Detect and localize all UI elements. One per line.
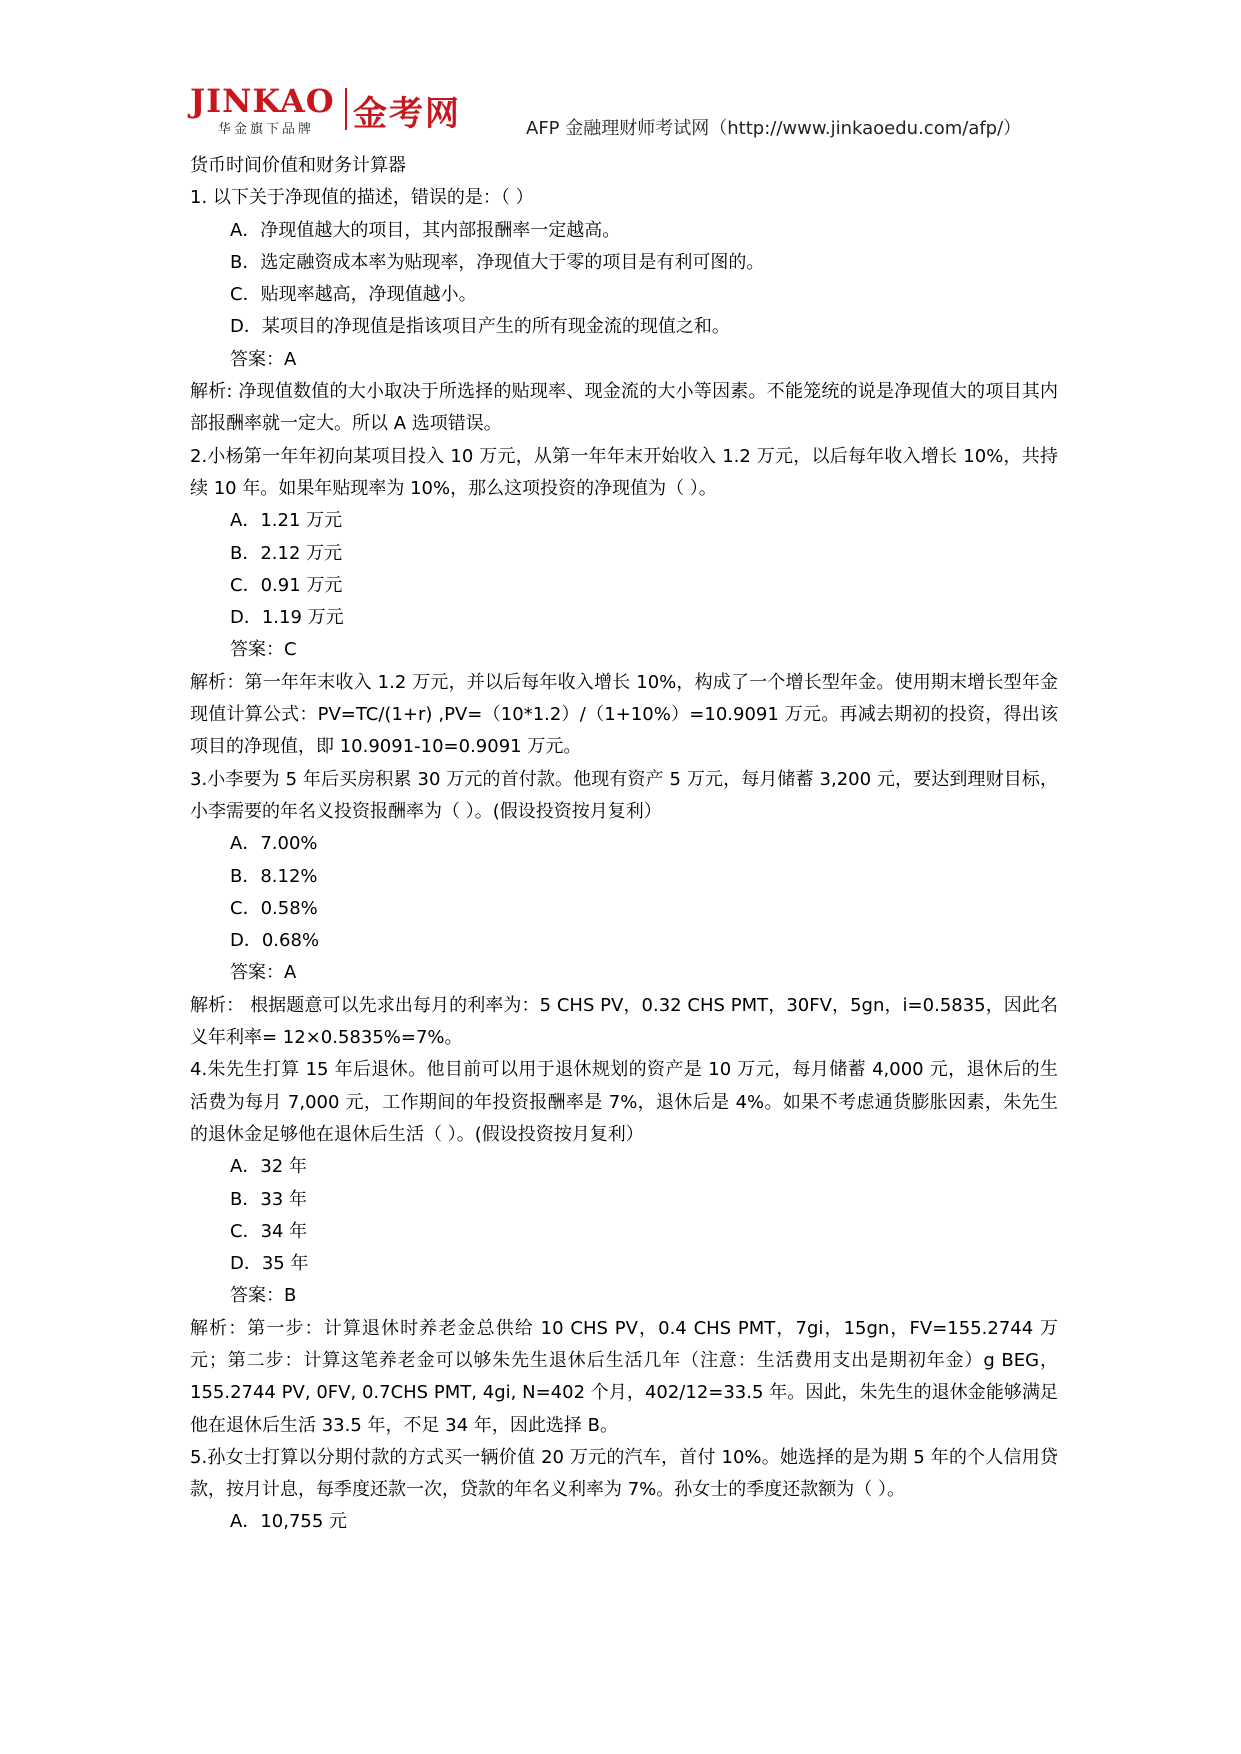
question-2-option-a: A．1.21 万元 bbox=[230, 510, 343, 532]
question-1-option-d: D．某项目的净现值是指该项目产生的所有现金流的现值之和。 bbox=[230, 316, 730, 338]
logo-cn-text: 金考网 bbox=[353, 94, 461, 134]
document-body bbox=[190, 150, 1058, 1539]
question-3-option-d: D．0.68% bbox=[230, 930, 320, 952]
question-2-explanation: 解析：第一年年末收入 1.2 万元，并以后每年收入增长 10%，构成了一个增长型年金。使用期末增长型年金现值计算公式：PV=TC/(1+r) ,PV=（10*1.2）/（1+10%）=10.9091 万元。再减去期初的投资，得出该项目的净现值，即 10.9091-10=0.9091 万元。 bbox=[190, 671, 1058, 758]
question-4-option-b: B．33 年 bbox=[230, 1188, 307, 1210]
question-3-option-b: B．8.12% bbox=[230, 865, 318, 887]
question-1-option-a: A．净现值越大的项目，其内部报酬率一定越高。 bbox=[230, 219, 621, 241]
jinkao-logo bbox=[190, 84, 490, 136]
question-3-answer: 答案：A bbox=[230, 962, 297, 984]
question-1-stem: 1. 以下关于净现值的描述，错误的是：（ ） bbox=[190, 187, 534, 209]
question-5-option-a: A．10,755 元 bbox=[230, 1511, 348, 1533]
question-5-stem: 5.孙女士打算以分期付款的方式买一辆价值 20 万元的汽车，首付 10%。她选择的是为期 5 年的个人信用贷款，按月计息，每季度还款一次，贷款的年名义利率为 7%。孙女士的季度还款额为（ ）。 bbox=[190, 1446, 1058, 1501]
question-3-stem: 3.小李要为 5 年后买房积累 30 万元的首付款。他现有资产 5 万元，每月储蓄 3,200 元，要达到理财目标，小李需要的年名义投资报酬率为（ ）。(假设投资按月复利） bbox=[190, 768, 1058, 822]
logo-divider bbox=[345, 88, 347, 130]
question-1-answer: 答案：A bbox=[230, 348, 297, 370]
question-3-explanation: 解析： 根据题意可以先求出每月的利率为：5 CHS PV，0.32 CHS PMT，30FV，5gn，i=0.5835，因此名义年利率= 12×0.5835%=7%。 bbox=[190, 994, 1058, 1049]
logo-en-text: JINKAO bbox=[190, 82, 335, 120]
page-header bbox=[190, 82, 1090, 139]
question-2-answer: 答案：C bbox=[230, 639, 297, 661]
question-3-option-c: C．0.58% bbox=[230, 897, 318, 919]
question-1-option-c: C．贴现率越高，净现值越小。 bbox=[230, 284, 477, 306]
question-2-option-b: B．2.12 万元 bbox=[230, 542, 343, 564]
question-4-option-a: A．32 年 bbox=[230, 1156, 307, 1178]
question-4-answer: 答案：B bbox=[230, 1285, 297, 1307]
question-4-explanation: 解析：第一步：计算退休时养老金总供给 10 CHS PV，0.4 CHS PMT，7gi，15gn，FV=155.2744 万元；第二步：计算这笔养老金可以够朱先生退休后生活几年（注意：生活费用支出是期初年金）g BEG，155.2744 PV, 0FV, 0.7CHS PMT, 4gi, N=402 个月，402/12=33.5 年。因此，朱先生的退休金能够满足他在退休后生活 33.5 年，不足 34 年，因此选择 B。 bbox=[190, 1317, 1058, 1436]
question-1-option-b: B．选定融资成本率为贴现率，净现值大于零的项目是有利可图的。 bbox=[230, 251, 765, 273]
question-2-option-d: D．1.19 万元 bbox=[230, 607, 344, 629]
logo-sub-text: 华金旗下品牌 bbox=[218, 122, 315, 137]
question-4-option-d: D．35 年 bbox=[230, 1253, 309, 1275]
question-3-option-a: A．7.00% bbox=[230, 833, 318, 855]
site-reference: AFP 金融理财师考试网（http://www.jinkaoedu.com/afp/） bbox=[526, 118, 1022, 139]
question-2-stem: 2.小杨第一年年初向某项目投入 10 万元，从第一年年末开始收入 1.2 万元，以后每年收入增长 10%，共持续 10 年。如果年贴现率为 10%，那么这项投资的净现值为（ ）。 bbox=[190, 445, 1058, 499]
section-title: 货币时间价值和财务计算器 bbox=[190, 155, 406, 176]
question-2-option-c: C．0.91 万元 bbox=[230, 574, 343, 596]
question-4-option-c: C．34 年 bbox=[230, 1220, 308, 1242]
question-1-explanation: 解析: 净现值数值的大小取决于所选择的贴现率、现金流的大小等因素。不能笼统的说是净现值大的项目其内部报酬率就一定大。所以 A 选项错误。 bbox=[190, 381, 1058, 435]
question-4-stem: 4.朱先生打算 15 年后退休。他目前可以用于退休规划的资产是 10 万元，每月储蓄 4,000 元，退休后的生活费为每月 7,000 元，工作期间的年投资报酬率是 7%，退休后是 4%。如果不考虑通货膨胀因素，朱先生的退休金足够他在退休后生活（ ）。(假设投资按月复利） bbox=[190, 1059, 1058, 1145]
